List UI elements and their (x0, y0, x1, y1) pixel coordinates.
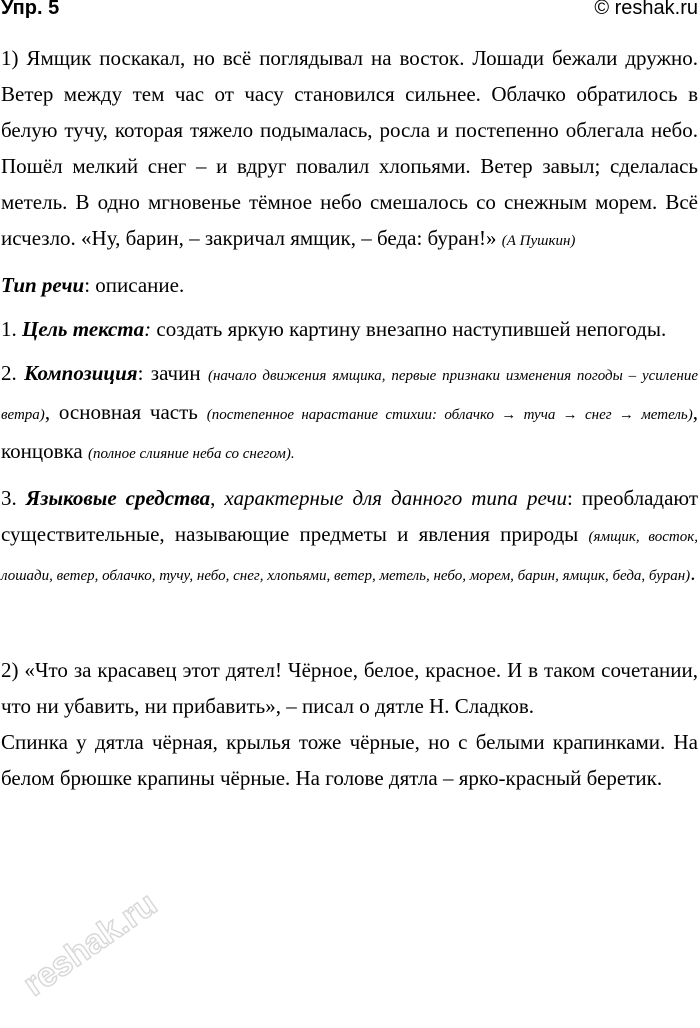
language-item (1, 480, 698, 594)
text-2-paragraph-2: Спинка у дятла чёрная, крылья тоже чёрные, но с белыми крапинками. На белом брюшке крапины чёрные. На голове дятла – ярко-красный беретик. (1, 730, 698, 790)
language-text: : преобладают существительные, называющие предметы и явления природы (1, 486, 699, 546)
site-copyright: © reshak.ru (594, 0, 698, 19)
text-1-paragraph (1, 40, 698, 259)
speech-type-sep: : (84, 273, 96, 297)
composition-label: Композиция (24, 361, 138, 385)
speech-type-value: описание. (95, 273, 185, 297)
language-comma: , (210, 486, 225, 510)
speech-type-label: Тип речи (1, 273, 85, 297)
composition-item (1, 355, 698, 472)
text-1-author: (А Пушкин) (501, 233, 576, 249)
text-1-body: 1) Ямщик поскакал, но всё поглядывал на восток. Лошади бежали дружно. Ветер между тем час от часу становился сильнее. Облачко обратилось в белую тучу, которая тяжело подымалась, росла и постепенно облегала небо. Пошёл мелкий снег – и вдруг повалил хлопьями. Ветер завыл; сделалась метель. В одно мгновенье тёмное небо смешалось со снежным морем. Всё исчезло. «Ну, барин, – закричал ямщик, – беда: буран!» (1, 46, 698, 250)
goal-number: 1. (1, 317, 22, 341)
composition-start-label: зачин (150, 361, 208, 385)
composition-sep: : (137, 361, 151, 385)
composition-comma-1: , (44, 400, 59, 424)
exercise-title: Упр. 5 (1, 0, 60, 19)
composition-start-note: (начало движения ямщика, первые признаки изменения погоды – усиление ветра) (1, 368, 698, 423)
language-end: . (690, 561, 696, 585)
composition-comma-2: , (692, 400, 698, 424)
language-number: 3. (1, 486, 26, 510)
goal-item (1, 311, 698, 347)
composition-main-note: (постепенное нарастание стихии: облачко → туча → снег → метель) (206, 407, 693, 423)
composition-main-label: основная часть (58, 400, 207, 424)
composition-end-label: концовка (1, 439, 88, 463)
watermark-logo (0, 858, 170, 1028)
watermark-text: reshak.ru (16, 884, 164, 1004)
text-2-paragraph-1: 2) «Что за красавец этот дятел! Чёрное, белое, красное. И в таком сочетании, что ни убавить, ни прибавить», – писал о дятле Н. Сладков. (1, 658, 698, 718)
document-content (1, 40, 698, 796)
speech-type-line (1, 267, 698, 303)
language-note: (ямщик, восток, лошади, ветер, облачко, тучу, небо, снег, хлопьями, ветер, метель, небо, морем, барин, ямщик, беда, буран) (1, 529, 698, 584)
language-label: Языковые средства (25, 486, 211, 510)
composition-end-note: (полное слияние неба со снегом). (87, 446, 295, 462)
goal-value: создать яркую картину внезапно наступившей непогоды. (156, 317, 667, 341)
language-italic-phrase: характерные для данного типа речи (224, 486, 568, 510)
goal-sep: : (144, 317, 157, 341)
page-header (0, 0, 700, 26)
composition-number: 2. (1, 361, 25, 385)
goal-label: Цель текста (22, 317, 145, 341)
